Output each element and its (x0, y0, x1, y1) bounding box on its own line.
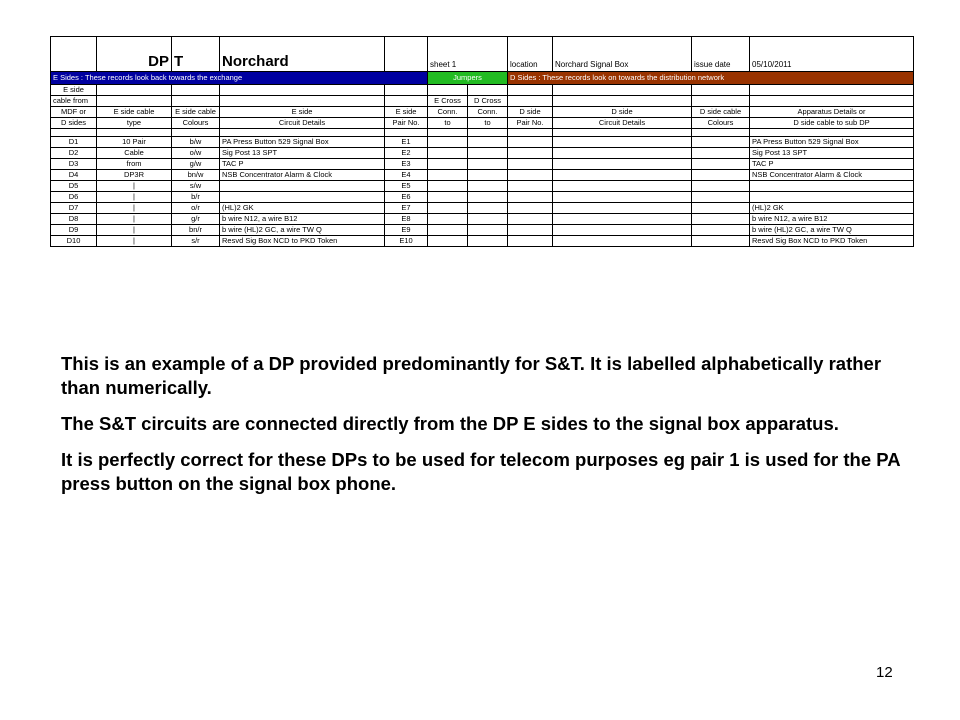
d-side-colour-cell (692, 192, 750, 203)
sheet-header-row (51, 37, 914, 72)
cable-type-cell: Cable (97, 148, 172, 159)
sheet-number: sheet 1 (428, 37, 508, 72)
e-sides-band: E Sides : These records look back towards the exchange (51, 72, 428, 85)
d-side-pair-cell (508, 214, 553, 225)
e-side-pair-cell: E7 (385, 203, 428, 214)
d-side-pair-cell (508, 148, 553, 159)
column-header: Colours (172, 118, 220, 129)
conn-to-cell (428, 159, 468, 170)
apparatus-details-cell: TAC P (750, 159, 914, 170)
column-header: Pair No. (508, 118, 553, 129)
colour-cell: g/w (172, 159, 220, 170)
d-side-circuit-cell (553, 148, 692, 159)
dp-pair-cell: D7 (51, 203, 97, 214)
e-cross-subheader: E Cross (428, 96, 468, 107)
cable-type-cell: | (97, 236, 172, 247)
column-header: to (428, 118, 468, 129)
jumpers-band: Jumpers (428, 72, 508, 85)
circuit-details-cell: TAC P (220, 159, 385, 170)
apparatus-details-cell: NSB Concentrator Alarm & Clock (750, 170, 914, 181)
colour-cell: g/r (172, 214, 220, 225)
issue-date-label: issue date (692, 37, 750, 72)
column-header-row (51, 107, 914, 118)
e-side-pair-cell: E4 (385, 170, 428, 181)
d-side-colour-cell (692, 236, 750, 247)
note-paragraph: The S&T circuits are connected directly from the DP E sides to the signal box apparatus. (61, 413, 839, 434)
d-side-circuit-cell (553, 225, 692, 236)
column-header: D side cable to sub DP (750, 118, 914, 129)
column-header: Pair No. (385, 118, 428, 129)
d-sides-band: D Sides : These records look on towards the distribution network (508, 72, 914, 85)
colour-cell: s/r (172, 236, 220, 247)
table-row (51, 192, 914, 203)
table-row (51, 148, 914, 159)
table-row (51, 225, 914, 236)
conn-to-cell (428, 225, 468, 236)
d-side-circuit-cell (553, 192, 692, 203)
conn-to-cell (428, 181, 468, 192)
e-side-subheader: E side (51, 85, 97, 96)
apparatus-details-cell: Resvd Sig Box NCD to PKD Token (750, 236, 914, 247)
e-side-pair-cell: E8 (385, 214, 428, 225)
apparatus-details-cell (750, 181, 914, 192)
colour-cell: b/w (172, 137, 220, 148)
d-side-colour-cell (692, 225, 750, 236)
dp-pair-cell: D6 (51, 192, 97, 203)
conn-to-cell (428, 137, 468, 148)
d-side-pair-cell (508, 203, 553, 214)
header-blank-cell (51, 37, 97, 72)
conn-to-cell (428, 148, 468, 159)
d-side-pair-cell (508, 236, 553, 247)
conn-to-cell (468, 203, 508, 214)
conn-to-cell (468, 225, 508, 236)
column-header-row (51, 118, 914, 129)
circuit-details-cell: b wire N12, a wire B12 (220, 214, 385, 225)
d-side-pair-cell (508, 192, 553, 203)
colour-cell: bn/w (172, 170, 220, 181)
dp-record-sheet (50, 36, 914, 247)
dp-pair-cell: D8 (51, 214, 97, 225)
dp-pair-cell: D3 (51, 159, 97, 170)
cable-type-cell: | (97, 181, 172, 192)
d-side-pair-cell (508, 170, 553, 181)
cable-type-cell: | (97, 192, 172, 203)
column-header: type (97, 118, 172, 129)
conn-to-cell (428, 236, 468, 247)
circuit-details-cell (220, 181, 385, 192)
e-side-pair-cell: E5 (385, 181, 428, 192)
column-header: D side (553, 107, 692, 118)
note-paragraph: It is perfectly correct for these DPs to be used for telecom purposes eg pair 1 is used for the PA press button on the signal box phone. (61, 449, 900, 494)
spacer-row (51, 129, 914, 137)
d-side-circuit-cell (553, 203, 692, 214)
conn-to-cell (468, 137, 508, 148)
d-side-circuit-cell (553, 159, 692, 170)
note-paragraph: This is an example of a DP provided predominantly for S&T. It is labelled alphabetically rather than numerically. (61, 353, 882, 398)
column-header: Circuit Details (553, 118, 692, 129)
cable-type-cell: | (97, 225, 172, 236)
cable-type-cell: 10 Pair (97, 137, 172, 148)
column-header: E side cable (172, 107, 220, 118)
column-header: D sides (51, 118, 97, 129)
e-side-pair-cell: E9 (385, 225, 428, 236)
conn-to-cell (428, 192, 468, 203)
sheet-name: Norchard (220, 37, 385, 72)
d-side-pair-cell (508, 225, 553, 236)
colour-cell: o/w (172, 148, 220, 159)
subheader-row (51, 96, 914, 107)
column-header: MDF or (51, 107, 97, 118)
conn-to-cell (468, 192, 508, 203)
d-side-colour-cell (692, 137, 750, 148)
d-side-circuit-cell (553, 170, 692, 181)
column-header: D side (508, 107, 553, 118)
apparatus-details-cell: b wire N12, a wire B12 (750, 214, 914, 225)
dp-pair-cell: D10 (51, 236, 97, 247)
subheader-row (51, 85, 914, 96)
conn-to-cell (468, 236, 508, 247)
column-header: E side (220, 107, 385, 118)
issue-date-value: 05/10/2011 (750, 37, 914, 72)
d-cross-subheader: D Cross (468, 96, 508, 107)
circuit-details-cell: Sig Post 13 SPT (220, 148, 385, 159)
dp-value: T (172, 37, 220, 72)
apparatus-details-cell: (HL)2 GK (750, 203, 914, 214)
location-label: location (508, 37, 553, 72)
e-side-pair-cell: E2 (385, 148, 428, 159)
d-side-circuit-cell (553, 137, 692, 148)
conn-to-cell (468, 159, 508, 170)
circuit-details-cell: NSB Concentrator Alarm & Clock (220, 170, 385, 181)
colour-cell: s/w (172, 181, 220, 192)
table-row (51, 214, 914, 225)
column-header: Colours (692, 118, 750, 129)
column-header: E side (385, 107, 428, 118)
column-header: E side cable (97, 107, 172, 118)
dp-pair-cell: D5 (51, 181, 97, 192)
header-blank-cell (385, 37, 428, 72)
d-side-circuit-cell (553, 236, 692, 247)
e-side-pair-cell: E3 (385, 159, 428, 170)
column-header: to (468, 118, 508, 129)
d-side-colour-cell (692, 148, 750, 159)
d-side-colour-cell (692, 159, 750, 170)
e-side-pair-cell: E10 (385, 236, 428, 247)
table-row (51, 181, 914, 192)
d-side-pair-cell (508, 137, 553, 148)
column-header: Circuit Details (220, 118, 385, 129)
cable-type-cell: | (97, 203, 172, 214)
column-header: Conn. (428, 107, 468, 118)
apparatus-details-cell: PA Press Button 529 Signal Box (750, 137, 914, 148)
cable-type-cell: from (97, 159, 172, 170)
d-side-colour-cell (692, 170, 750, 181)
notes-text (61, 352, 901, 508)
cable-from-subheader: cable from (51, 96, 97, 107)
section-band-row (51, 72, 914, 85)
column-header: Apparatus Details or (750, 107, 914, 118)
cable-type-cell: DP3R (97, 170, 172, 181)
colour-cell: b/r (172, 192, 220, 203)
column-header: D side cable (692, 107, 750, 118)
conn-to-cell (428, 214, 468, 225)
column-header: Conn. (468, 107, 508, 118)
colour-cell: bn/r (172, 225, 220, 236)
e-side-pair-cell: E6 (385, 192, 428, 203)
circuit-details-cell: b wire (HL)2 GC, a wire TW Q (220, 225, 385, 236)
dp-pair-cell: D9 (51, 225, 97, 236)
apparatus-details-cell (750, 192, 914, 203)
circuit-details-cell: PA Press Button 529 Signal Box (220, 137, 385, 148)
dp-pair-cell: D4 (51, 170, 97, 181)
table-row (51, 137, 914, 148)
circuit-details-cell (220, 192, 385, 203)
location-value: Norchard Signal Box (553, 37, 692, 72)
page-number: 12 (876, 664, 893, 681)
conn-to-cell (428, 203, 468, 214)
d-side-circuit-cell (553, 214, 692, 225)
d-side-circuit-cell (553, 181, 692, 192)
dp-pair-cell: D2 (51, 148, 97, 159)
conn-to-cell (468, 170, 508, 181)
d-side-pair-cell (508, 159, 553, 170)
d-side-colour-cell (692, 214, 750, 225)
conn-to-cell (428, 170, 468, 181)
circuit-details-cell: (HL)2 GK (220, 203, 385, 214)
conn-to-cell (468, 148, 508, 159)
conn-to-cell (468, 214, 508, 225)
table-row (51, 170, 914, 181)
dp-label: DP (97, 37, 172, 72)
table-row (51, 203, 914, 214)
conn-to-cell (468, 181, 508, 192)
e-side-pair-cell: E1 (385, 137, 428, 148)
colour-cell: o/r (172, 203, 220, 214)
circuit-details-cell: Resvd Sig Box NCD to PKD Token (220, 236, 385, 247)
table-row (51, 236, 914, 247)
cable-type-cell: | (97, 214, 172, 225)
table-row (51, 159, 914, 170)
d-side-colour-cell (692, 181, 750, 192)
d-side-pair-cell (508, 181, 553, 192)
apparatus-details-cell: Sig Post 13 SPT (750, 148, 914, 159)
d-side-colour-cell (692, 203, 750, 214)
apparatus-details-cell: b wire (HL)2 GC, a wire TW Q (750, 225, 914, 236)
dp-pair-cell: D1 (51, 137, 97, 148)
